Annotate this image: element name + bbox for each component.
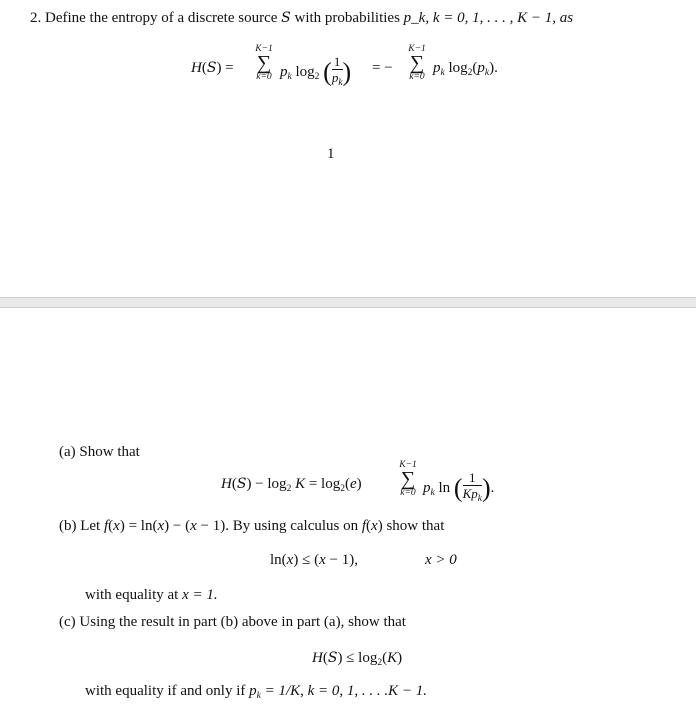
part-c-equality: with equality if and only if $p_k = 1/K$, k = 0, 1, . . . .K − 1.	[85, 683, 428, 701]
page-number: 1	[327, 146, 335, 162]
part-c-label: (c) Using the result in part (b) above in part (a), show that	[59, 614, 406, 630]
part-c-equality-value: = 1/K, k = 0, 1, . . . .K − 1.	[264, 683, 428, 699]
part-b-fx: f	[361, 518, 367, 534]
sum-upper-2: K−1	[408, 44, 426, 54]
part-b-equality-value: x = 1.	[182, 587, 218, 603]
intro-with-probs: with probabilities	[294, 10, 400, 26]
part-b-function: f(x) = ln(x) − (x − 1)	[103, 518, 226, 534]
problem-number: 2.	[30, 10, 42, 26]
part-a-rhs: $p_k$ ln ( $\frac{1}{Kp_k}$ ).	[423, 470, 495, 504]
sum-symbol-1: K−1 ∑ k=0	[252, 44, 276, 82]
sum-lower-1: k=0	[256, 72, 272, 82]
part-c-inequality: $H(S) \le \log_2(K)$	[312, 650, 403, 668]
sum-upper-1: K−1	[255, 44, 273, 54]
part-b-statement: (b) Let f(x) = ln(x) − (x − 1). By using calculus on f(x) show that	[59, 518, 445, 534]
part-c-equality-text: with equality if and only if	[85, 683, 246, 699]
sum-lower-2: k=0	[409, 72, 425, 82]
sum-symbol-3: K−1 ∑ k=0	[396, 460, 420, 498]
eq-lhs: H(S) =	[191, 60, 234, 76]
part-b-condition: x > 0	[425, 552, 457, 568]
part-b-equality	[85, 587, 218, 604]
problem-intro: Define the entropy of a discrete source	[45, 10, 278, 26]
page-divider	[0, 297, 696, 308]
prob-index-range: p_k, k = 0, 1, . . . , K − 1, as	[403, 10, 574, 26]
eq-term-2: $p_k$ $\log_2(p_k)$.	[433, 60, 498, 78]
sum-lower-3: k=0	[400, 488, 416, 498]
part-b-inequality: ln(x) ≤ (x − 1),	[270, 552, 358, 568]
part-a-label: (a) Show that	[59, 444, 140, 460]
part-a-lhs: $H(S) - \log_2 K = \log_2(e)$	[221, 476, 362, 494]
part-b-label: (b) Let	[59, 518, 101, 534]
eq-equals-neg: = −	[372, 60, 393, 76]
part-b-equality-text: with equality at	[85, 587, 179, 603]
eq-term-1: $p_k$ $\log_2$ ( $\frac{1}{p_k}$ )	[280, 54, 352, 88]
problem-statement	[30, 10, 573, 27]
sum-symbol-2: K−1 ∑ k=0	[405, 44, 429, 82]
part-b-text-end: show that	[386, 518, 445, 534]
source-symbol: S	[281, 10, 291, 26]
part-b-text-mid: . By using calculus on	[225, 518, 359, 534]
sum-upper-3: K−1	[399, 460, 417, 470]
